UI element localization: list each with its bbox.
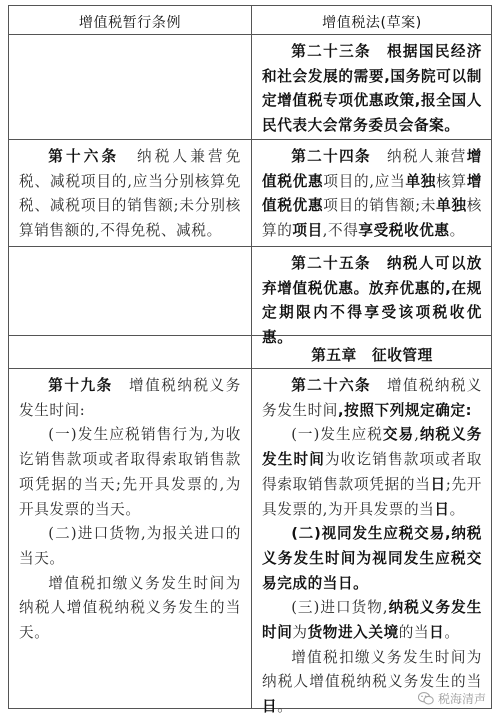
- article-number: 第二十六条: [291, 377, 371, 394]
- article-25-cell: [252, 247, 492, 347]
- article-number: 第十九条: [48, 377, 113, 394]
- table-row: [9, 35, 491, 140]
- table-row: [9, 247, 491, 347]
- comparison-table: [8, 5, 492, 716]
- article-number: 第二十四条: [291, 148, 371, 165]
- article-number: 第二十五条: [291, 255, 371, 272]
- table-row: [9, 369, 491, 716]
- paragraph: (三)进口货物,纳税义务发生时间为货物进入关境的当日。: [262, 599, 483, 642]
- article-text: 根据国民经济和社会发展的需要,国务院可以制定增值税专项优惠政策,报全国人民代表大会常务委员会备案。: [262, 43, 482, 135]
- paragraph: 增值税扣缴义务发生时间为纳税人增值税纳税义务发生的当天。: [19, 574, 241, 642]
- paragraph: (二)视同发生应税交易,纳税义务发生时间为视同发生应税交易完成的当日。: [262, 525, 482, 592]
- watermark-text: 税海清声: [437, 692, 486, 706]
- article-23-cell: [252, 35, 492, 139]
- watermark: [418, 690, 486, 707]
- paragraph: (一)发生应税销售行为,为收讫销售款项或者取得索取销售款项凭据的当天;先开具发票的,为开具发票的当天。: [19, 426, 241, 518]
- paragraph: (一)发生应税交易,纳税义务发生时间为收讫销售款项或者取得索取销售款项凭据的当日;先开具发票的,为开具发票的当日。: [262, 426, 483, 518]
- empty-cell: [9, 247, 251, 335]
- article-number: 第十六条: [48, 148, 120, 165]
- table-row: [9, 336, 491, 369]
- table-row: [9, 140, 491, 247]
- chapter-title: 第五章 征收管理: [311, 347, 433, 364]
- right-column-header: 增值税法(草案): [322, 15, 422, 31]
- article-text: 纳税人可以放弃增值税优惠。放弃优惠的,在规定期限内不得享受该项税收优惠。: [262, 255, 482, 347]
- header-row: [9, 6, 491, 35]
- article-16-cell: [9, 140, 251, 246]
- article-text: 纳税人兼营免税、减税项目的,应当分别核算免税、减税项目的销售额;未分别核算销售额的,不得免税、减税。: [19, 148, 241, 240]
- wechat-icon: [418, 692, 434, 705]
- empty-cell: [9, 35, 251, 139]
- article-26-cell: 第二十六条 增值税纳税义务发生时间,按照下列规定确定: (一)发生应税交易,纳税义务发生时间为收讫销售款项或者取得索取销售款项凭据的当日;先开具发票的,为开具发票的当日。 (二)视同发生应税交易,纳税义务发生时间为视同发生应税交易完成的当日。 (三)进口货物,纳税义务发生时间为货物进入关境的当日。 增值税扣缴义务发生时间为纳税人增值税纳税义务发生的当日。: [252, 369, 492, 709]
- article-24-cell: 第二十四条 纳税人兼营增值税优惠项目的,应当单独核算增值税优惠项目的销售额;未单独核算的项目,不得享受税收优惠。: [262, 148, 483, 240]
- paragraph: (二)进口货物,为报关进口的当天。: [19, 525, 241, 567]
- article-19-cell: 第十九条 增值税纳税义务发生时间: (一)发生应税销售行为,为收讫销售款项或者取得索取销售款项凭据的当天;先开具发票的,为开具发票的当天。 (二)进口货物,为报关进口的当天。 增值税扣缴义务发生时间为纳税人增值税纳税义务发生的当天。: [9, 369, 251, 709]
- empty-cell: [9, 336, 251, 368]
- paragraph: 增值税扣缴义务发生时间为纳税人增值税纳税义务发生的当日。: [262, 648, 482, 716]
- article-number: 第二十三条: [291, 43, 371, 60]
- left-column-header: 增值税暂行条例: [78, 15, 182, 31]
